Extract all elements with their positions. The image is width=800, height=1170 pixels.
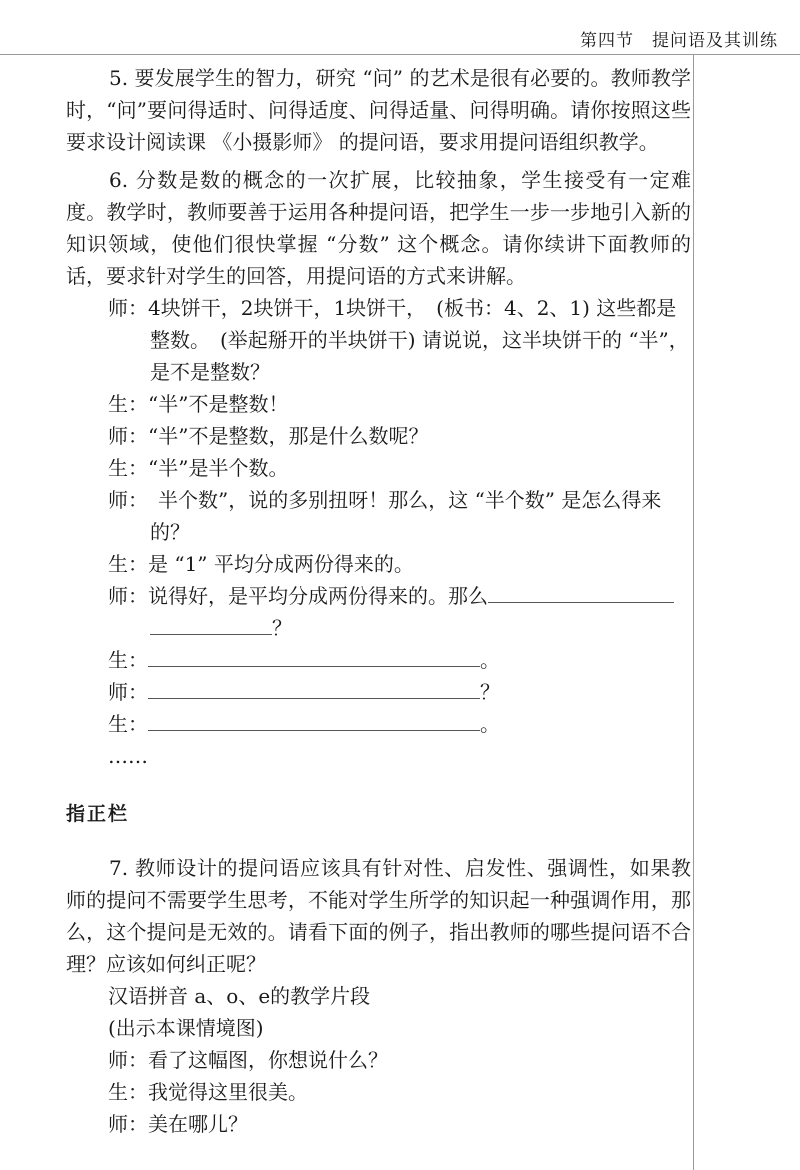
dialog-line: 师：“半”不是整数，那是什么数呢？: [108, 424, 429, 448]
answer-blank[interactable]: [488, 580, 674, 603]
example-line: 师：美在哪儿？: [108, 1112, 248, 1136]
header-rule: [0, 54, 800, 55]
dialog-line: 师：4块饼干，2块饼干，1块饼干， (板书：4、2、1) 这些都是整数。 (举起掰开的半块饼干) 请说说，这半块饼干的 “半”，是不是整数？: [108, 296, 689, 384]
fill-line-4: [66, 708, 691, 740]
answer-blank[interactable]: [150, 612, 272, 635]
answer-blank[interactable]: [148, 708, 480, 731]
page-header: [0, 0, 800, 50]
example-line: 师：看了这幅图，你想说什么？: [108, 1048, 388, 1072]
fill-line-3: [66, 676, 691, 708]
question-6: 6. 分数是数的概念的一次扩展，比较抽象，学生接受有一定难度。教学时，教师要善于运用各种提问语，把学生一步一步地引入新的知识领域，使他们很快掌握 “分数” 这个概念。请你续讲下面教师的话，要求针对学生的回答，用提问语的方式来讲解。: [66, 168, 691, 288]
question-5: 5. 要发展学生的智力，研究 “问” 的艺术是很有必要的。教师教学时，“问”要问得适时、问得适度、问得适量、问得明确。请你按照这些要求设计阅读课 《小摄影师》 的提问语，要求用提问语组织教学。: [66, 66, 691, 154]
fill-prefix: 师：: [108, 680, 148, 704]
fill-end: ？: [272, 616, 292, 640]
margin-rule: [693, 54, 694, 1170]
fill-end: 。: [480, 648, 500, 672]
fill-line-1: [66, 580, 691, 612]
dialog-line: 生：“半”不是整数！: [108, 392, 289, 416]
fill-end: ？: [480, 680, 500, 704]
page-body: [66, 62, 691, 1140]
dialog-line: 师： 半个数”，说的多别扭呀！那么，这 “半个数” 是怎么得来的？: [108, 488, 662, 544]
example-line: (出示本课情境图): [108, 1016, 264, 1040]
section-title: 指正栏: [66, 803, 130, 825]
example-line: 汉语拼音 a、o、e的教学片段: [108, 984, 371, 1008]
fill-end: 。: [480, 712, 500, 736]
fill-prefix: 生：: [108, 712, 148, 736]
answer-blank[interactable]: [148, 644, 480, 667]
fill-prefix: 生：: [108, 648, 148, 672]
question-7: 7. 教师设计的提问语应该具有针对性、启发性、强调性，如果教师的提问不需要学生思考，不能对学生所学的知识起一种强调作用，那么，这个提问是无效的。请看下面的例子，指出教师的哪些提问语不合理？应该如何纠正呢？: [66, 856, 691, 976]
fill-line-2: [66, 644, 691, 676]
answer-blank[interactable]: [148, 676, 480, 699]
ellipsis: ……: [108, 744, 148, 768]
example-line: 生：我觉得这里很美。: [108, 1080, 308, 1104]
dialog-line: 生：是 “1” 平均分成两份得来的。: [108, 552, 414, 576]
fill-line-1-cont: [66, 612, 691, 644]
running-header: 第四节 提问语及其训练: [580, 31, 778, 51]
fill-prefix: 师：说得好，是平均分成两份得来的。那么: [108, 584, 488, 608]
dialog-line: 生：“半”是半个数。: [108, 456, 289, 480]
